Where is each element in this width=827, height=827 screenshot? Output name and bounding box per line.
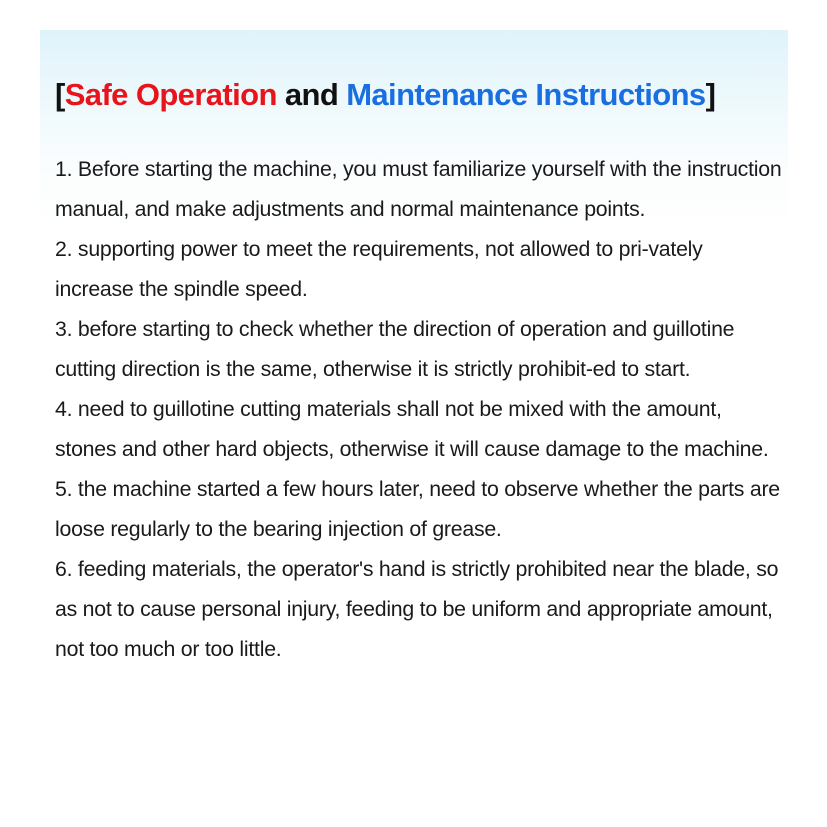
title-maintenance-instructions: Maintenance Instructions (346, 77, 706, 112)
instruction-item-1: 1. Before starting the machine, you must familiarize yourself with the instruction manual, and make adjustments and normal maintenance points. (55, 157, 782, 221)
page-title (55, 72, 785, 118)
instruction-item-3: 3. before starting to check whether the direction of operation and guillotine cutting direction is the same, otherwise it is strictly prohibit-ed to start. (55, 317, 735, 381)
instructions-list (55, 149, 785, 669)
title-safe-operation: Safe Operation (64, 77, 277, 112)
title-close-bracket: ] (705, 77, 716, 112)
instruction-item-6: 6. feeding materials, the operator's hand is strictly prohibited near the blade, so as not to cause personal injury, feeding to be uniform and appropriate amount, not too much or too little. (55, 557, 779, 661)
title-and: and (276, 77, 347, 112)
instruction-item-5: 5. the machine started a few hours later, need to observe whether the parts are loose regularly to the bearing injection of grease. (55, 477, 780, 541)
instruction-item-2: 2. supporting power to meet the requirements, not allowed to pri-vately increase the spindle speed. (55, 237, 703, 301)
title-open-bracket: [ (55, 77, 65, 112)
instruction-item-4: 4. need to guillotine cutting materials shall not be mixed with the amount, stones and other hard objects, otherwise it will cause damage to the machine. (55, 397, 769, 461)
